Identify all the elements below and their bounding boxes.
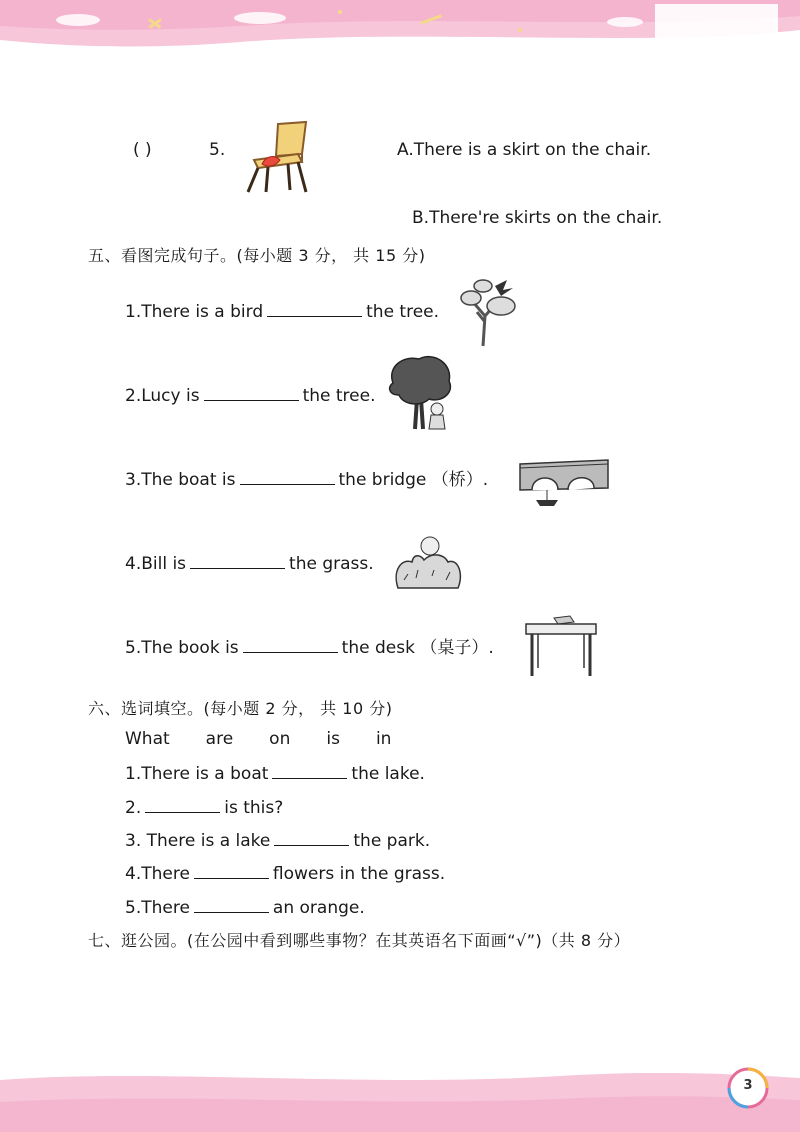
section-7-heading: 七、逛公园。(在公园中看到哪些事物？在其英语名下面画“√”)（共 8 分） bbox=[88, 931, 631, 950]
top-decorative-band bbox=[0, 0, 800, 62]
s6-item-4-before: 4.There bbox=[125, 864, 190, 884]
section-5-heading: 五、看图完成句子。(每小题 3 分， 共 15 分) bbox=[88, 246, 426, 265]
s5-item-5 bbox=[125, 636, 494, 659]
s6-item-2 bbox=[125, 796, 283, 819]
book-on-desk-icon bbox=[524, 612, 598, 678]
s6-item-4 bbox=[125, 862, 445, 885]
s6-item-5-blank[interactable] bbox=[194, 896, 269, 913]
s6-item-1 bbox=[125, 762, 425, 785]
s6-item-3-before: 3. There is a lake bbox=[125, 831, 271, 851]
s5-item-4-before: 4.Bill is bbox=[125, 554, 187, 574]
s5-item-2-blank[interactable] bbox=[204, 384, 299, 401]
word-bank-word: in bbox=[375, 729, 392, 749]
girl-under-tree-icon bbox=[385, 353, 455, 431]
word-bank-word: What bbox=[125, 729, 170, 749]
s6-item-2-after: is this? bbox=[224, 798, 284, 818]
word-bank-word: on bbox=[269, 729, 291, 749]
s5-item-5-after: the desk （桌子）. bbox=[341, 638, 494, 658]
s6-item-3 bbox=[125, 829, 430, 852]
s6-item-4-blank[interactable] bbox=[194, 862, 269, 879]
s5-item-5-blank[interactable] bbox=[243, 636, 338, 653]
s5-item-4 bbox=[125, 552, 374, 575]
s5-item-1-after: the tree. bbox=[366, 302, 440, 322]
s6-item-4-after: flowers in the grass. bbox=[272, 864, 446, 884]
s5-item-3-before: 3.The boat is bbox=[125, 470, 236, 490]
s5-item-2-after: the tree. bbox=[302, 386, 376, 406]
s6-item-2-before: 2. bbox=[125, 798, 142, 818]
s6-item-3-blank[interactable] bbox=[274, 829, 349, 846]
s5-item-2-before: 2.Lucy is bbox=[125, 386, 200, 406]
s5-item-1 bbox=[125, 300, 439, 323]
s5-item-1-before: 1.There is a bird bbox=[125, 302, 264, 322]
s5-item-4-after: the grass. bbox=[289, 554, 374, 574]
boy-in-grass-icon bbox=[392, 530, 464, 592]
question-number: 5. bbox=[209, 140, 226, 160]
bottom-decorative-band bbox=[0, 1062, 800, 1132]
bird-in-tree-icon bbox=[455, 272, 520, 347]
s6-item-2-blank[interactable] bbox=[145, 796, 220, 813]
section-6-heading: 六、选词填空。(每小题 2 分， 共 10 分) bbox=[88, 699, 393, 718]
s5-item-5-before: 5.The book is bbox=[125, 638, 239, 658]
s6-item-3-after: the park. bbox=[353, 831, 431, 851]
s6-item-1-before: 1.There is a boat bbox=[125, 764, 269, 784]
s5-item-2 bbox=[125, 384, 375, 407]
option-b[interactable]: B.There're skirts on the chair. bbox=[412, 208, 663, 228]
s5-item-1-blank[interactable] bbox=[267, 300, 362, 317]
s6-item-1-after: the lake. bbox=[351, 764, 425, 784]
s5-item-4-blank[interactable] bbox=[190, 552, 285, 569]
s6-item-5 bbox=[125, 896, 365, 919]
chair-with-skirt-icon bbox=[240, 120, 310, 195]
s6-item-5-after: an orange. bbox=[272, 898, 365, 918]
page-number: 3 bbox=[743, 1078, 753, 1093]
word-bank bbox=[125, 728, 427, 750]
s6-item-5-before: 5.There bbox=[125, 898, 190, 918]
word-bank-word: is bbox=[326, 729, 340, 749]
word-bank-word: are bbox=[205, 729, 234, 749]
boat-under-bridge-icon bbox=[518, 450, 610, 512]
answer-bracket[interactable]: ( ) bbox=[133, 140, 152, 160]
s5-item-3-after: the bridge （桥）. bbox=[338, 470, 489, 490]
s5-item-3 bbox=[125, 468, 488, 491]
s6-item-1-blank[interactable] bbox=[272, 762, 347, 779]
option-a[interactable]: A.There is a skirt on the chair. bbox=[397, 140, 652, 160]
s5-item-3-blank[interactable] bbox=[240, 468, 335, 485]
